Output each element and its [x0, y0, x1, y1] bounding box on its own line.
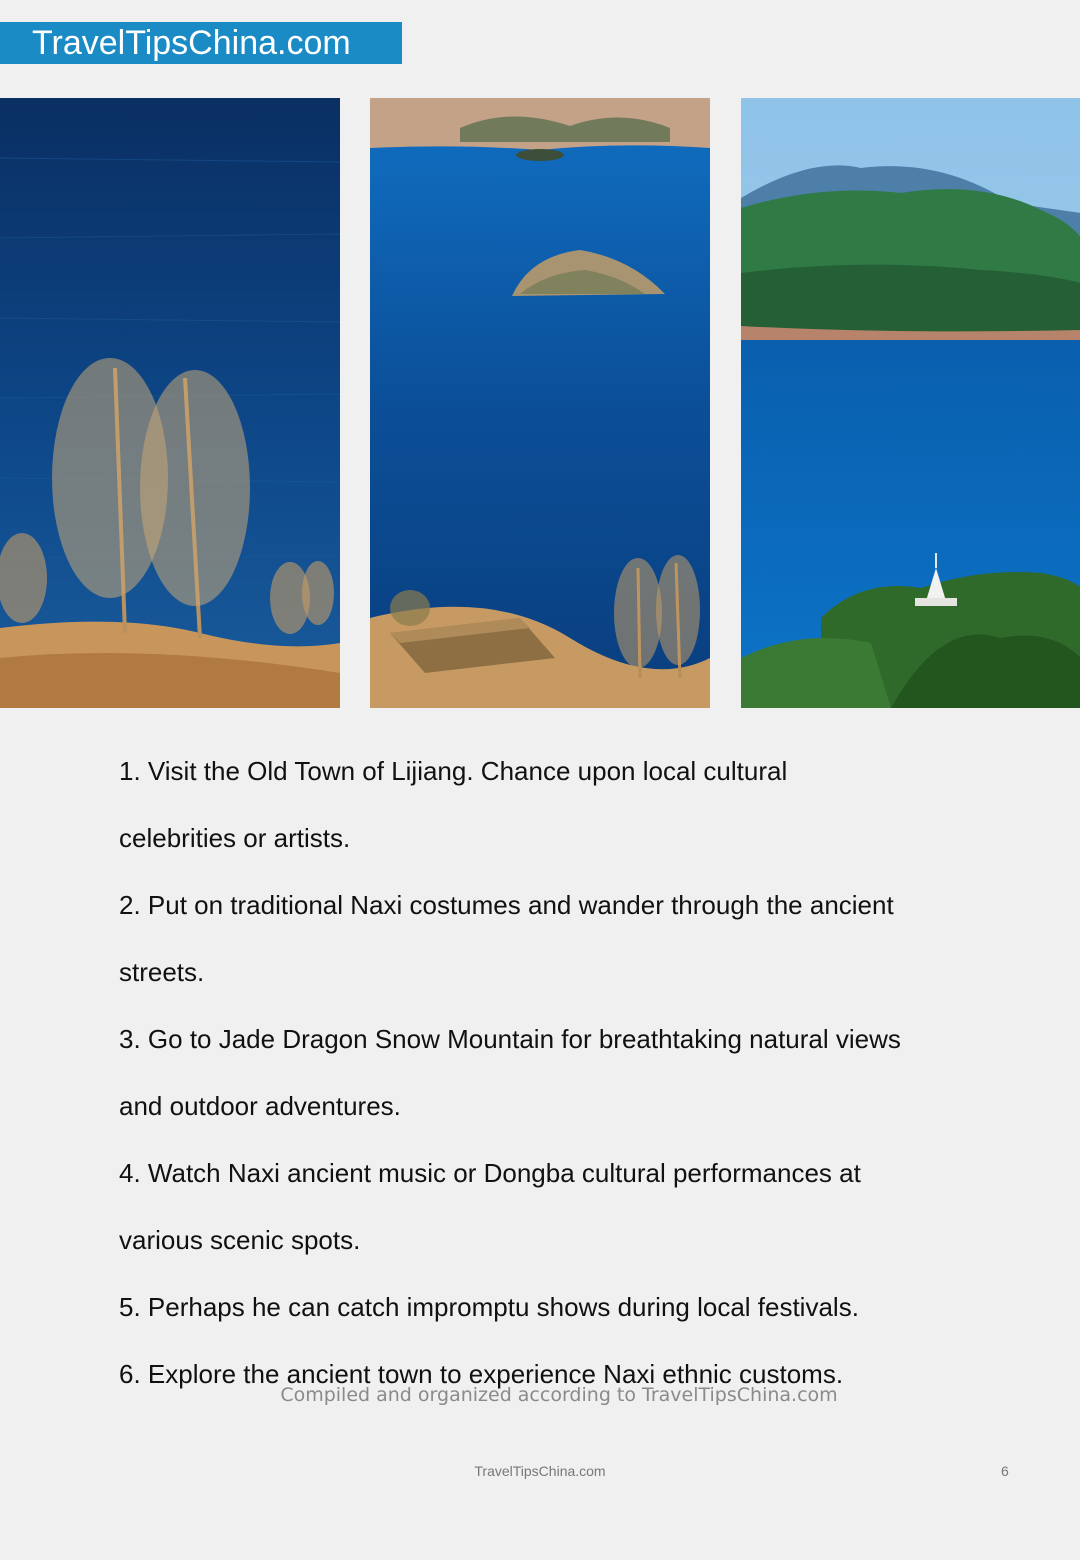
list-item: streets. [119, 957, 205, 987]
list-item: 3. Go to Jade Dragon Snow Mountain for breathtaking natural views [119, 1024, 901, 1054]
list-item: 5. Perhaps he can catch impromptu shows during local festivals. [119, 1292, 859, 1322]
list-item: and outdoor adventures. [119, 1091, 401, 1121]
photo-lake-island-hut [370, 98, 710, 708]
list-item: 4. Watch Naxi ancient music or Dongba cultural performances at [119, 1158, 861, 1188]
list-item: 6. Explore the ancient town to experience Naxi ethnic customs. [119, 1359, 844, 1389]
list-item: celebrities or artists. [119, 823, 351, 853]
page-number: 6 [1001, 1463, 1009, 1479]
activities-list [119, 738, 999, 1408]
list-item: 2. Put on traditional Naxi costumes and wander through the ancient [119, 890, 894, 920]
photo-lake-bare-trees [0, 98, 340, 708]
photo-lake-mountains-stupa [741, 98, 1080, 708]
site-brand-banner: TravelTipsChina.com [0, 22, 402, 64]
credit-line: Compiled and organized according to TravelTipsChina.com [280, 1384, 838, 1406]
list-item: 1. Visit the Old Town of Lijiang. Chance upon local cultural [119, 756, 788, 786]
footer-site: TravelTipsChina.com [474, 1463, 606, 1479]
list-item: various scenic spots. [119, 1225, 361, 1255]
